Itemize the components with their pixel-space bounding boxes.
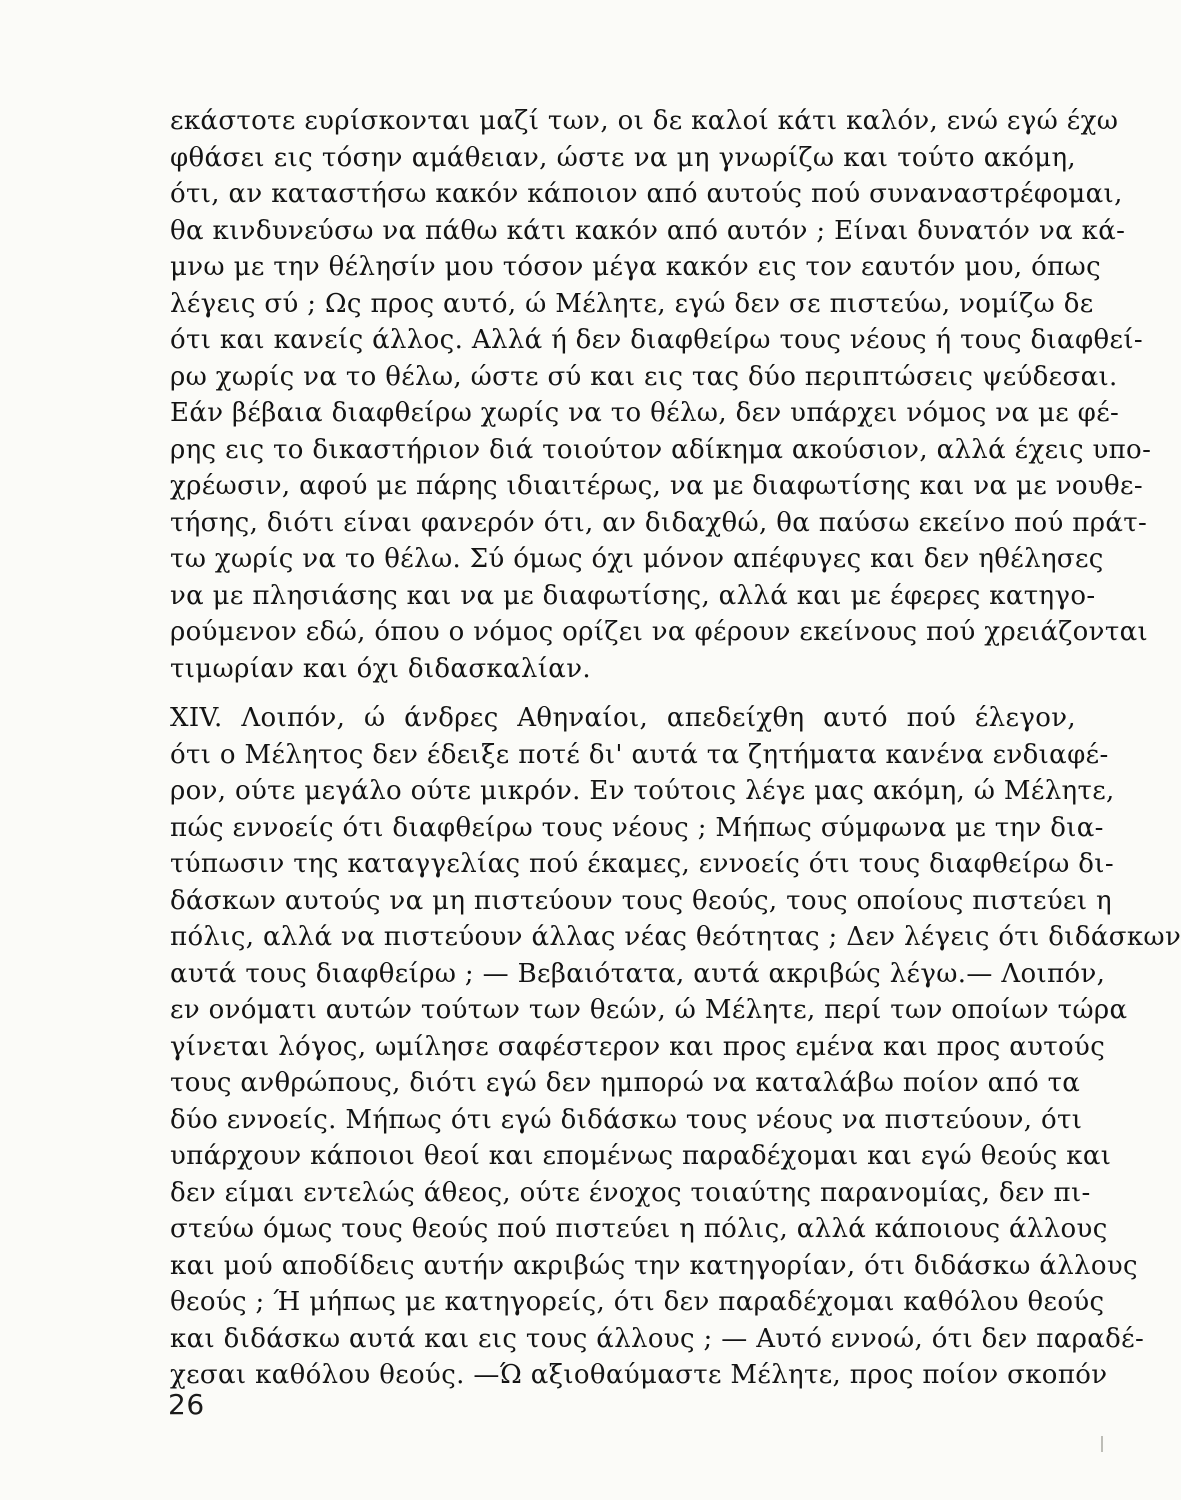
text-line: ρον, ούτε μεγάλο ούτε μικρόν. Εν τούτοις λέγε μας ακόμη, ώ Μέλητε,	[170, 776, 1115, 806]
text-line: και διδάσκω αυτά και εις τους άλλους ; — Αυτό εννοώ, ότι δεν παραδέ-	[170, 1323, 1145, 1354]
text-line: πώς εννοείς ότι διαφθείρω τους νέους ; Μήπως σύμφωνα με την δια-	[170, 812, 1104, 843]
text-line: ότι, αν καταστήσω κακόν κάποιον από αυτούς πού συναναστρέφομαι,	[170, 179, 1123, 209]
text-line: Εάν βέβαια διαφθείρω χωρίς να το θέλω, δεν υπάρχει νόμος να με φέ-	[170, 398, 1120, 428]
text-line: θα κινδυνεύσω να πάθω κάτι κακόν από αυτόν ; Είναι δυνατόν να κά-	[170, 215, 1126, 246]
text-line: ρης εις το δικαστήριον διά τοιούτον αδίκημα ακούσιον, αλλά έχεις υπο-	[170, 434, 1152, 465]
text-line: XIV. Λοιπόν, ώ άνδρες Αθηναίοι, απεδείχθη αυτό πού έλεγον,	[170, 703, 1076, 733]
text-line: λέγεις σύ ; Ως προς αυτό, ώ Μέλητε, εγώ δεν σε πιστεύω, νομίζω δε	[170, 288, 1094, 319]
text-line: τους ανθρώπους, διότι εγώ δεν ημπορώ να καταλάβω ποίον από τα	[170, 1068, 1081, 1098]
text-line: δάσκων αυτούς να μη πιστεύουν τους θεούς, τους οποίους πιστεύει η	[170, 885, 1112, 916]
text-line: τήσης, διότι είναι φανερόν ότι, αν διδαχθώ, θα παύσω εκείνο πού πράτ-	[170, 507, 1148, 538]
text-line: και μού αποδίδεις αυτήν ακριβώς την κατηγορίαν, ότι διδάσκω άλλους	[170, 1250, 1138, 1281]
text-line: χεσαι καθόλου θεούς. —Ώ αξιοθαύμαστε Μέλητε, προς ποίον σκοπόν	[170, 1360, 1108, 1390]
text-line: δεν είμαι εντελώς άθεος, ούτε ένοχος τοιαύτης παρανομίας, δεν πι-	[170, 1177, 1091, 1208]
margin-mark	[1101, 1436, 1103, 1452]
paragraph-2	[170, 700, 1181, 1394]
text-line: τιμωρίαν και όχι διδασκαλίαν.	[170, 653, 591, 684]
text-line: υπάρχουν κάποιοι θεοί και επομένως παραδέχομαι και εγώ θεούς και	[170, 1141, 1112, 1171]
text-line: δύο εννοείς. Μήπως ότι εγώ διδάσκω τους νέους να πιστεύουν, ότι	[170, 1104, 1083, 1135]
text-line: ότι ο Μέλητος δεν έδειξε ποτέ δι' αυτά τα ζητήματα κανένα ενδιαφέ-	[170, 739, 1109, 770]
text-line: πόλις, αλλά να πιστεύουν άλλας νέας θεότητας ; Δεν λέγεις ότι διδάσκων	[170, 922, 1181, 952]
text-line: θεούς ; Ή μήπως με κατηγορείς, ότι δεν παραδέχομαι καθόλου θεούς	[170, 1287, 1105, 1317]
text-line: να με πλησιάσης και να με διαφωτίσης, αλλά και με έφερες κατηγο-	[170, 580, 1096, 611]
text-line: ότι και κανείς άλλος. Αλλά ή δεν διαφθείρω τους νέους ή τους διαφθεί-	[170, 325, 1143, 355]
text-line: τύπωσιν της καταγγελίας πού έκαμες, εννοείς ότι τους διαφθείρω δι-	[170, 849, 1114, 879]
text-line: ρούμενον εδώ, όπου ο νόμος ορίζει να φέρουν εκείνους πού χρειάζονται	[170, 617, 1149, 647]
text-line: ρω χωρίς να το θέλω, ώστε σύ και εις τας δύο περιπτώσεις ψεύδεσαι.	[170, 361, 1118, 392]
text-line: χρέωσιν, αφού με πάρης ιδιαιτέρως, να με διαφωτίσης και να με νουθε-	[170, 471, 1143, 501]
text-line: στεύω όμως τους θεούς πού πιστεύει η πόλις, αλλά κάποιους άλλους	[170, 1214, 1108, 1244]
text-line: αυτά τους διαφθείρω ; — Βεβαιότατα, αυτά ακριβώς λέγω.— Λοιπόν,	[170, 958, 1106, 989]
text-line: φθάσει εις τόσην αμάθειαν, ώστε να μη γνωρίζω και τούτο ακόμη,	[170, 142, 1076, 173]
text-line: μνω με την θέλησίν μου τόσον μέγα κακόν εις τον εαυτόν μου, όπως	[170, 252, 1101, 282]
text-line: γίνεται λόγος, ωμίλησε σαφέστερον και προς εμένα και προς αυτούς	[170, 1031, 1106, 1062]
page-number: 26	[168, 1388, 205, 1421]
text-line: εκάστοτε ευρίσκονται μαζί των, οι δε καλοί κάτι καλόν, ενώ εγώ έχω	[170, 106, 1119, 136]
paragraph-1	[170, 103, 1152, 687]
text-line: εν ονόματι αυτών τούτων των θεών, ώ Μέλητε, περί των οποίων τώρα	[170, 995, 1128, 1025]
text-line: τω χωρίς να το θέλω. Σύ όμως όχι μόνον απέφυγες και δεν ηθέλησες	[170, 544, 1104, 574]
